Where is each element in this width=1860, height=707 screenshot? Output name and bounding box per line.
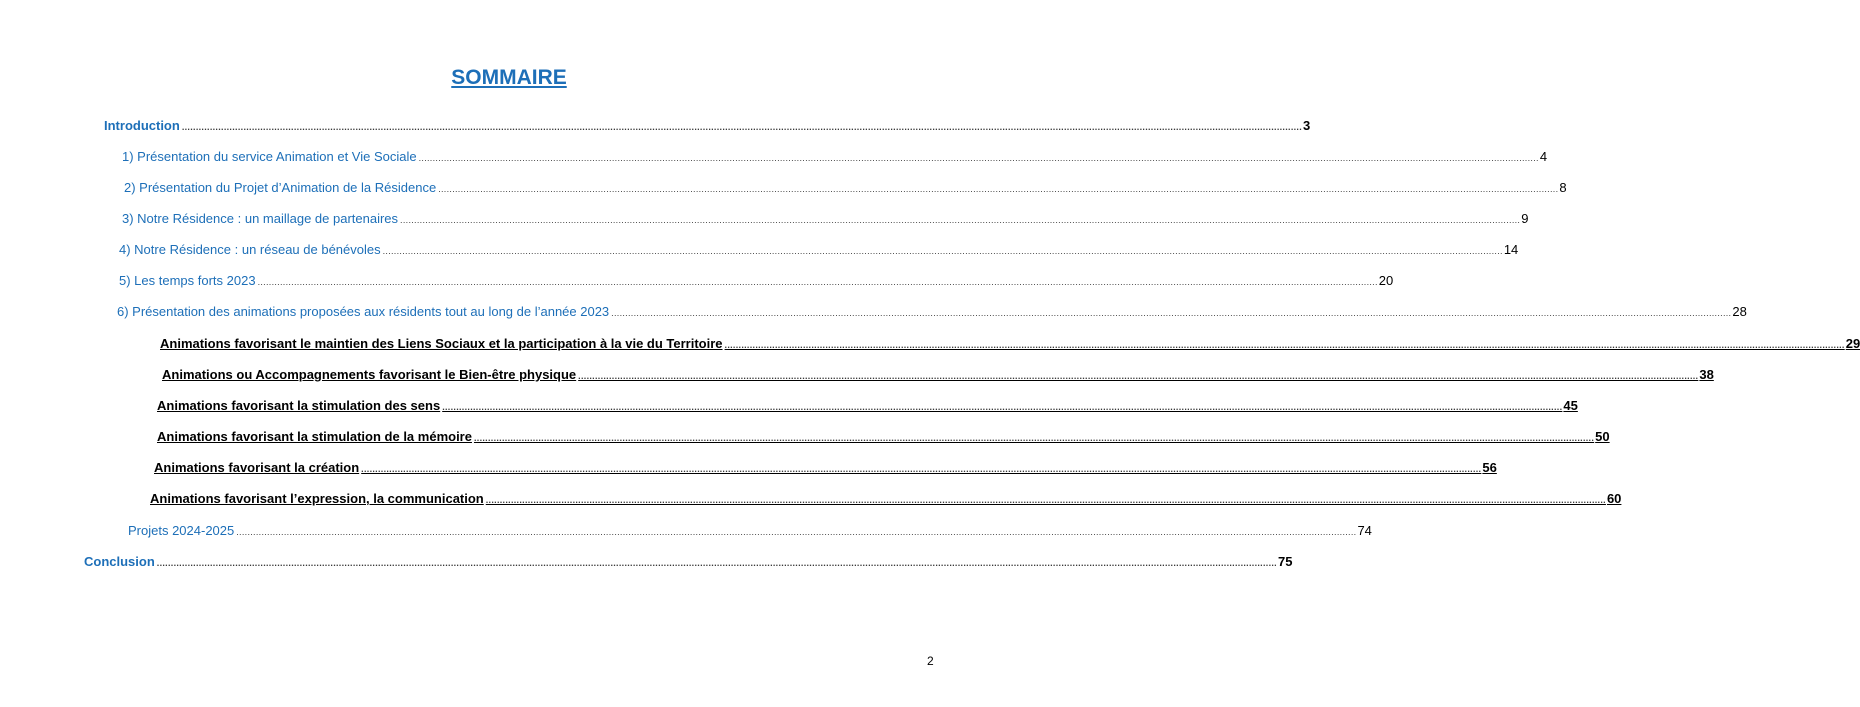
dot-leader: ................................................................................................................................................................................................................................................................................................................................................................................................................ [578,371,1699,381]
toc-entry-page: 14 [1503,242,1519,257]
page-number: 2 [927,654,934,668]
toc-entry-page: 50 [1595,429,1610,444]
dot-leader: ................................................................................................................................................................................................................................................................................................................................................................................................................ [611,308,1732,318]
toc-entry-label: 1) Présentation du service Animation et Vie Sociale [122,149,417,164]
toc-entry-page: 3 [1303,118,1311,133]
toc-entry-page: 74 [1357,523,1372,538]
toc-entry-sub-expression[interactable] [150,491,1622,509]
toc-entry-label: 5) Les temps forts 2023 [119,273,256,288]
toc-entry-label: Animations favorisant la création [154,460,360,475]
toc-entry-label: 6) Présentation des animations proposées aux résidents tout au long de l’année 2023 [117,304,610,319]
dot-leader: ................................................................................................................................................................................................................................................................................................................................................................................................................ [473,433,1595,443]
toc-entry-label: Conclusion [84,554,155,569]
toc-entry-page: 45 [1563,398,1578,413]
dot-leader: ................................................................................................................................................................................................................................................................................................................................................................................................................ [361,464,1482,474]
toc-entry-label: Animations ou Accompagnements favorisant le Bien-être physique [162,367,577,382]
toc-entry-conclusion[interactable] [84,554,1293,572]
toc-entry-label: 4) Notre Résidence : un réseau de bénévoles [119,242,381,257]
dot-leader: ................................................................................................................................................................................................................................................................................................................................................................................................................ [382,246,1503,256]
dot-leader: ................................................................................................................................................................................................................................................................................................................................................................................................................ [724,340,1845,350]
toc-entry-label: Animations favorisant la stimulation des sens [157,398,441,413]
dot-leader: ................................................................................................................................................................................................................................................................................................................................................................................................................ [400,215,1521,225]
toc-entry-section-3[interactable] [122,211,1529,229]
toc-entry-section-4[interactable] [119,242,1519,260]
dot-leader: ................................................................................................................................................................................................................................................................................................................................................................................................................ [442,402,1563,412]
toc-entry-projets[interactable] [128,523,1372,541]
toc-entry-sub-memoire[interactable] [157,429,1610,447]
toc-entry-sub-sens[interactable] [157,398,1578,416]
dot-leader: ................................................................................................................................................................................................................................................................................................................................................................................................................ [257,277,1378,287]
page-title: SOMMAIRE [451,66,567,89]
toc-entry-label: Animations favorisant la stimulation de la mémoire [157,429,472,444]
toc-entry-page: 9 [1521,211,1529,226]
toc-entry-page: 75 [1277,554,1293,569]
toc-entry-sub-creation[interactable] [154,460,1497,478]
toc-entry-page: 60 [1606,491,1622,506]
toc-entry-section-1[interactable] [122,149,1548,167]
toc-entry-section-2[interactable] [124,180,1567,198]
toc-entry-section-5[interactable] [119,273,1394,291]
dot-leader: ................................................................................................................................................................................................................................................................................................................................................................................................................ [181,122,1303,132]
toc-entry-page: 4 [1539,149,1548,164]
toc-entry-page: 38 [1699,367,1714,382]
dot-leader: ................................................................................................................................................................................................................................................................................................................................................................................................................ [156,558,1277,568]
dot-leader: ................................................................................................................................................................................................................................................................................................................................................................................................................ [236,527,1357,537]
toc-entry-page: 28 [1732,304,1747,319]
toc-entry-sub-bien-etre[interactable] [162,367,1714,385]
dot-leader: ................................................................................................................................................................................................................................................................................................................................................................................................................ [485,495,1606,505]
dot-leader: ................................................................................................................................................................................................................................................................................................................................................................................................................ [418,153,1539,163]
toc-entry-label: Introduction [104,118,180,133]
toc-entry-label: Animations favorisant l’expression, la communication [150,491,484,506]
toc-entry-page: 56 [1482,460,1497,475]
toc-entry-introduction[interactable] [104,118,1311,136]
toc-entry-label: 2) Présentation du Projet d’Animation de la Résidence [124,180,437,195]
toc-entry-section-6[interactable] [117,304,1747,322]
dot-leader: ................................................................................................................................................................................................................................................................................................................................................................................................................ [438,184,1559,194]
toc-entry-page: 20 [1378,273,1394,288]
toc-entry-sub-liens-sociaux[interactable] [160,336,1860,354]
toc-entry-label: 3) Notre Résidence : un maillage de partenaires [122,211,399,226]
toc-entry-label: Animations favorisant le maintien des Liens Sociaux et la participation à la vie du Territoire [160,336,723,351]
toc-entry-label: Projets 2024-2025 [128,523,235,538]
toc-entry-page: 29 [1845,336,1860,351]
toc-entry-page: 8 [1559,180,1567,195]
